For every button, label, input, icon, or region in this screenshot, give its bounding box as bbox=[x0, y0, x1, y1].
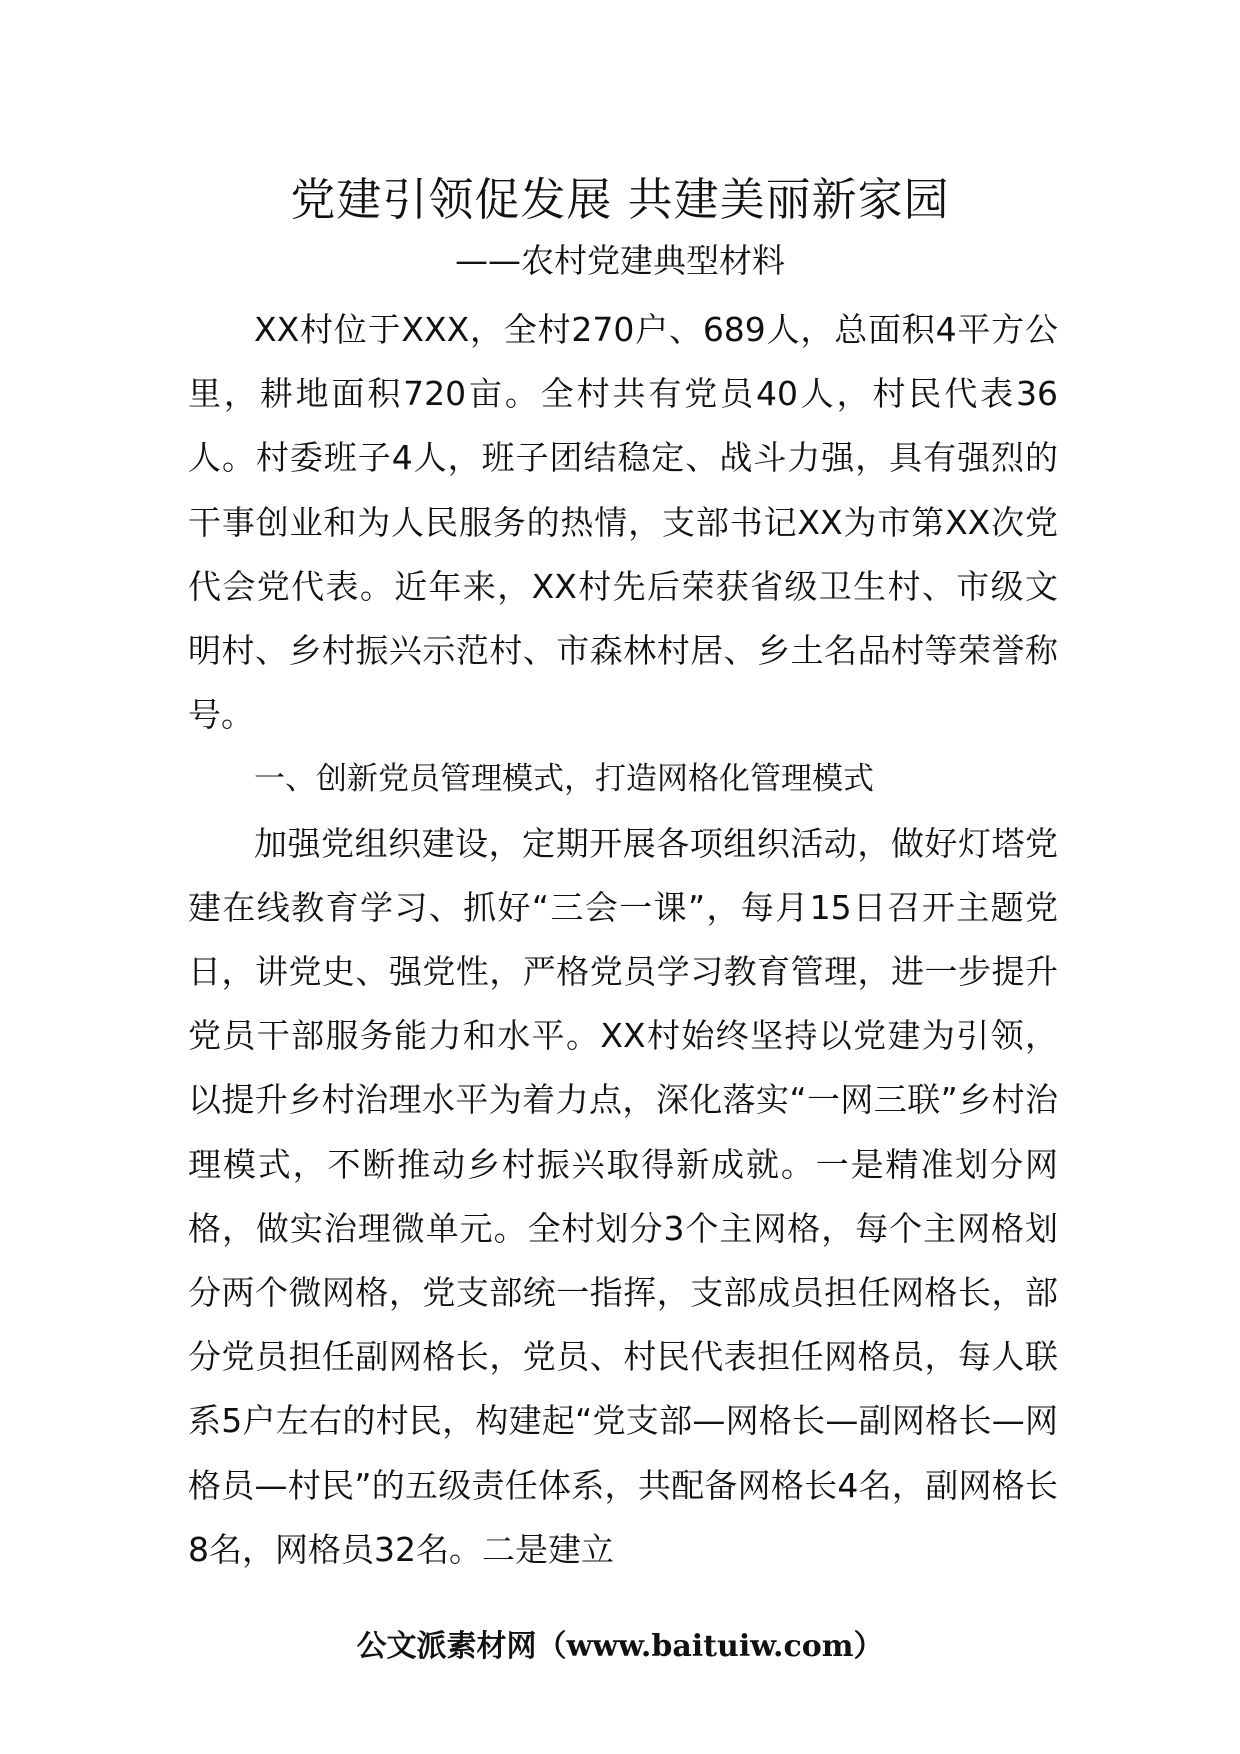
section-heading: 一、创新党员管理模式，打造网格化管理模式 bbox=[254, 761, 874, 798]
body-paragraph: 加强党组织建设，定期开展各项组织活动，做好灯塔党建在线教育学习、抓好“三会一课”，每月15日召开主题党日，讲党史、强党性，严格党员学习教育管理，进一步提升党员干部服务能力和水平。XX村始终坚持以党建为引领，以提升乡村治理水平为着力点，深化落实“一网三联”乡村治理模式，不断推动乡村振兴取得新成就。一是精准划分网格，做实治理微单元。全村划分3个主网格，每个主网格划分两个微网格，党支部统一指挥，支部成员担任网格长，部分党员担任副网格长，党员、村民代表担任网格员，每人联系5户左右的村民，构建起“党支部—网格长—副网格长—网格员—村民”的五级责任体系，共配备网格长4名，副网格长8名，网格员32名。二是建立 bbox=[188, 823, 1058, 1569]
intro-paragraph: XX村位于XXX，全村270户、689人，总面积4平方公里，耕地面积720亩。全村共有党员40人，村民代表36人。村委班子4人，班子团结稳定、战斗力强，具有强烈的干事创业和为人民服务的热情，支部书记XX为市第XX次党代会党代表。近年来，XX村先后荣获省级卫生村、市级文明村、乡村振兴示范村、市森林村居、乡土名品村等荣誉称号。 bbox=[188, 310, 1058, 735]
footer-watermark: 公文派素材网（www.baituiw.com） bbox=[356, 1629, 884, 1664]
document-title: 党建引领促发展 共建美丽新家园 bbox=[290, 173, 950, 226]
document-subtitle: ——农村党建典型材料 bbox=[455, 241, 785, 280]
document-body bbox=[188, 298, 1058, 1582]
